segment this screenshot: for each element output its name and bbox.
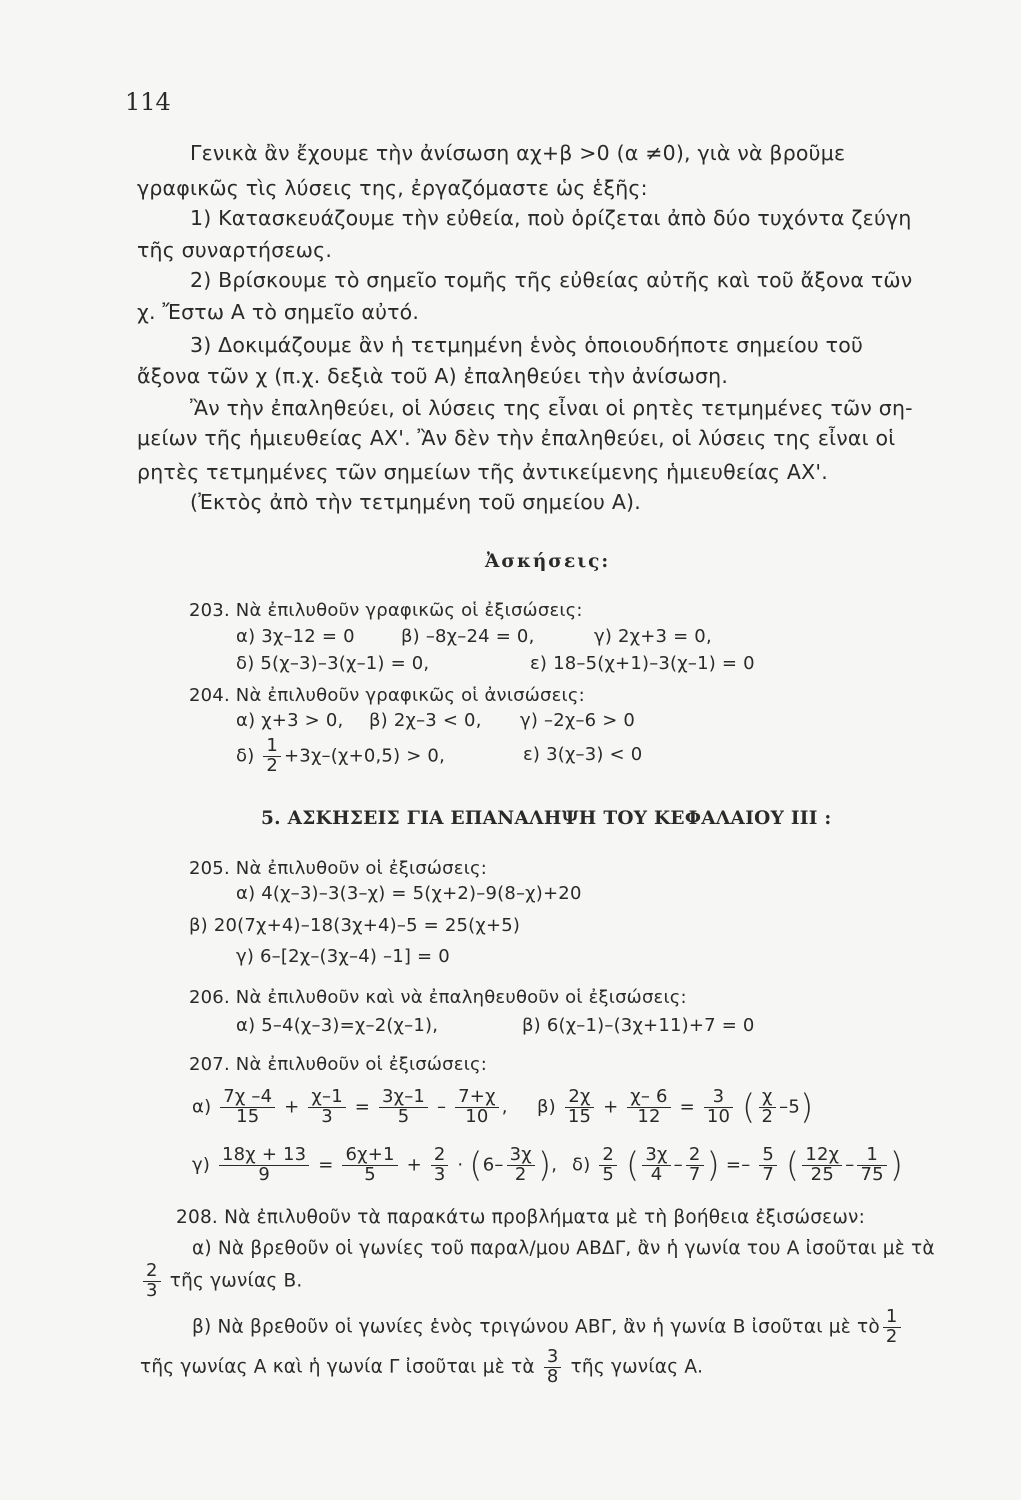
fraction: $\frac{2}{3}$: [431, 1146, 449, 1185]
exercise-207-b: β) $\frac{2\chi}{15}$ + $\frac{\chi- 6}{12}$ = $\frac{3}{10}$ ( $\frac{\chi}{2}$ –5): [537, 1086, 814, 1128]
fraction: $\frac{2\chi}{15}$: [565, 1088, 594, 1127]
intro-line: Γενικὰ ἂν ἔχουμε τὴν ἀνίσωση αχ+β >0 (α ≠0), γιὰ νὰ βροῦμε: [190, 141, 846, 165]
exercise-203-title: 203. Νὰ ἐπιλυθοῦν γραφικῶς οἱ ἐξισώσεις:: [189, 600, 583, 621]
intro-line: ρητὲς τετμημένες τῶν σημείων τῆς ἀντικείμενης ἡμιευθείας ΑΧ'.: [137, 460, 828, 484]
fraction: $\frac{3\chi}{2}$: [507, 1146, 535, 1185]
exercise-206-a: α) 5–4(χ–3)=χ–2(χ–1),: [236, 1015, 439, 1036]
intro-line: ἄξονα τῶν χ (π.χ. δεξιὰ τοῦ Α) ἐπαληθεύει τὴν ἀνίσωση.: [137, 364, 729, 388]
exercise-208-a-cont: $\frac{2}{3}$ τῆς γωνίας Β.: [140, 1262, 303, 1301]
fraction: $\frac{2}{3}$: [143, 1262, 161, 1301]
exercise-203-e: ε) 18–5(χ+1)–3(χ–1) = 0: [530, 653, 755, 674]
exercise-207-d: δ) $\frac{2}{5}$ ( $\frac{3\chi}{4}$ – $\frac{2}{7}$ ) =– $\frac{5}{7}$ ( $\frac{12\chi}{25}$ – $\frac{1}{75}$ ): [572, 1144, 904, 1186]
exercise-204-d: δ) $\frac{1}{2}$ +3χ–(χ+0,5) > 0,: [236, 735, 445, 776]
fraction: $\frac{3\chi}{4}$: [642, 1146, 670, 1185]
fraction: $\frac{7\chi -4}{15}$: [220, 1088, 275, 1127]
exercise-205-title: 205. Νὰ ἐπιλυθοῦν οἱ ἐξισώσεις:: [189, 858, 488, 879]
exercise-205-c: γ) 6–[2χ–(3χ–4) –1] = 0: [236, 946, 450, 967]
exercise-203-b: β) –8χ–24 = 0,: [401, 626, 535, 647]
fraction: $\frac{\chi}{2}$: [759, 1088, 777, 1127]
intro-line: 1) Κατασκευάζουμε τὴν εὐθεία, ποὺ ὁρίζεται ἀπὸ δύο τυχόντα ζεύγη: [190, 206, 912, 230]
fraction: $\frac{\chi-1}{3}$: [308, 1088, 345, 1127]
fraction: $\frac{12\chi}{25}$: [802, 1146, 842, 1185]
exercise-206-b: β) 6(χ–1)–(3χ+11)+7 = 0: [522, 1015, 755, 1036]
exercise-204-title: 204. Νὰ ἐπιλυθοῦν γραφικῶς οἱ ἀνισώσεις:: [189, 685, 585, 706]
intro-line: (Ἐκτὸς ἀπὸ τὴν τετμημένη τοῦ σημείου Α).: [190, 490, 641, 514]
exercise-205-b: β) 20(7χ+4)–18(3χ+4)–5 = 25(χ+5): [189, 915, 521, 936]
fraction: $\frac{1}{75}$: [857, 1146, 886, 1185]
exercise-205-a: α) 4(χ–3)–3(3–χ) = 5(χ+2)–9(8–χ)+20: [236, 883, 582, 904]
fraction: $\frac{1}{2}$: [263, 737, 281, 776]
exercise-208-b-cont: τῆς γωνίας Α καὶ ἡ γωνία Γ ἰσοῦται μὲ τὰ $\frac{3}{8}$ τῆς γωνίας Α.: [140, 1346, 704, 1387]
fraction: $\frac{3}{10}$: [704, 1088, 733, 1127]
fraction: $\frac{5}{7}$: [759, 1146, 777, 1185]
section-heading: 5. ΑΣΚΗΣΕΙΣ ΓΙΑ ΕΠΑΝΑΛΗΨΗ ΤΟΥ ΚΕΦΑΛΑΙΟΥ ΙΙΙ :: [261, 808, 832, 829]
intro-line: Ἂν τὴν ἐπαληθεύει, οἱ λύσεις της εἶναι οἱ ρητὲς τετμημένες τῶν ση-: [190, 396, 913, 420]
exercises-title: Ἀσκήσεις:: [485, 551, 611, 572]
exercise-204-e: ε) 3(χ–3) < 0: [523, 744, 643, 765]
exercise-204-a: α) χ+3 > 0,: [236, 710, 344, 731]
fraction: $\frac{18\chi + 13}{9}$: [219, 1146, 309, 1185]
intro-line: χ. Ἔστω Α τὸ σημεῖο αὐτό.: [137, 300, 420, 324]
exercise-208-a: α) Νὰ βρεθοῦν οἱ γωνίες τοῦ παραλ/μου ΑΒΔΓ, ἂν ἡ γωνία του Α ἰσοῦται μὲ τὰ: [192, 1238, 935, 1259]
page-number: 114: [125, 88, 171, 116]
intro-line: 2) Βρίσκουμε τὸ σημεῖο τομῆς τῆς εὐθείας αὐτῆς καὶ τοῦ ἄξονα τῶν: [190, 268, 913, 292]
fraction: $\frac{3}{8}$: [544, 1348, 562, 1387]
intro-line: τῆς συναρτήσεως.: [137, 238, 333, 262]
exercise-207-title: 207. Νὰ ἐπιλυθοῦν οἱ ἐξισώσεις:: [189, 1054, 488, 1075]
exercise-204-c: γ) –2χ–6 > 0: [520, 710, 636, 731]
fraction: $\frac{1}{2}$: [883, 1308, 901, 1347]
exercise-207-a: α) $\frac{7\chi -4}{15}$ + $\frac{\chi-1}{3}$ = $\frac{3\chi-1}{5}$ – $\frac{7+\chi}{10}$ ,: [192, 1086, 508, 1127]
exercise-203-d: δ) 5(χ–3)–3(χ–1) = 0,: [236, 653, 430, 674]
fraction: $\frac{2}{7}$: [686, 1146, 704, 1185]
intro-line: γραφικῶς τὶς λύσεις της, ἐργαζόμαστε ὡς ἑξῆς:: [137, 176, 648, 200]
fraction: $\frac{6\chi+1}{5}$: [342, 1146, 397, 1185]
exercise-204-b: β) 2χ–3 < 0,: [369, 710, 482, 731]
exercise-203-c: γ) 2χ+3 = 0,: [594, 626, 712, 647]
fraction: $\frac{2}{5}$: [599, 1146, 617, 1185]
fraction: $\frac{3\chi-1}{5}$: [379, 1088, 428, 1127]
exercise-207-c: γ) $\frac{18\chi + 13}{9}$ = $\frac{6\chi+1}{5}$ + $\frac{2}{3}$ · (6– $\frac{3\chi}{2}$ ),: [192, 1144, 558, 1186]
exercise-203-a: α) 3χ–12 = 0: [236, 626, 355, 647]
exercise-208-b: β) Νὰ βρεθοῦν οἱ γωνίες ἑνὸς τριγώνου ΑΒΓ, ἂν ἡ γωνία Β ἰσοῦται μὲ τὸ $\frac{1}{2}$: [192, 1308, 904, 1347]
intro-line: μείων τῆς ἡμιευθείας ΑΧ'. Ἂν δὲν τὴν ἐπαληθεύει, οἱ λύσεις της εἶναι οἱ: [137, 426, 896, 450]
exercise-208-title: 208. Νὰ ἐπιλυθοῦν τὰ παρακάτω προβλήματα μὲ τὴ βοήθεια ἐξισώσεων:: [176, 1207, 866, 1228]
intro-line: 3) Δοκιμάζουμε ἂν ἡ τετμημένη ἑνὸς ὁποιουδήποτε σημείου τοῦ: [190, 333, 864, 357]
fraction: $\frac{7+\chi}{10}$: [455, 1088, 499, 1127]
fraction: $\frac{\chi- 6}{12}$: [627, 1088, 670, 1127]
exercise-206-title: 206. Νὰ ἐπιλυθοῦν καὶ νὰ ἐπαληθευθοῦν οἱ ἐξισώσεις:: [189, 987, 687, 1008]
